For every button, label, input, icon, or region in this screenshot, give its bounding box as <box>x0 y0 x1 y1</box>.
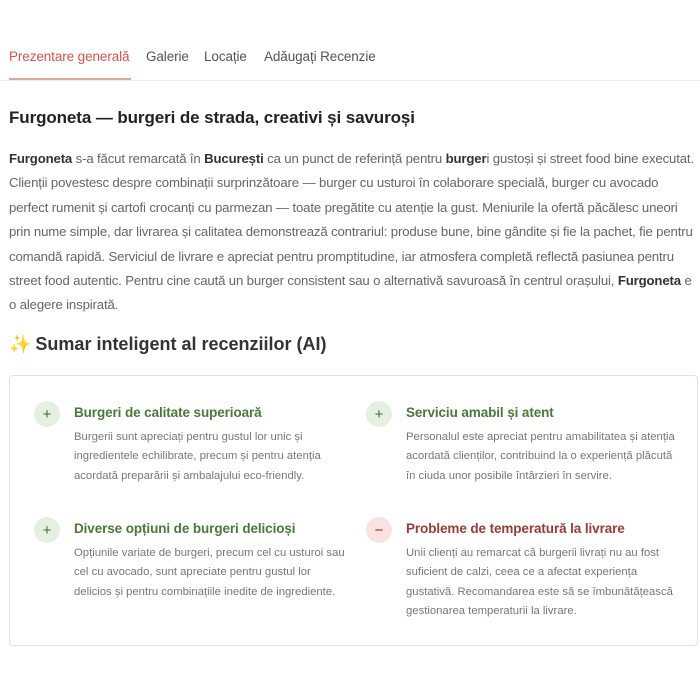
plus-icon: + <box>366 401 392 427</box>
ai-summary-card <box>9 375 698 646</box>
summary-item-title: Probleme de temperatură la livrare <box>406 521 625 536</box>
plus-icon: + <box>34 401 60 427</box>
tab-bar <box>0 0 700 81</box>
summary-item-text: Burgerii sunt apreciați pentru gustul lor unic și ingredientele echilibrate, precum și pentru atenția acordată preparării și ambalajului eco-friendly. <box>74 431 321 482</box>
summary-item-title: Burgeri de calitate superioară <box>74 405 262 420</box>
summary-item-text: Personalul este apreciat pentru amabilitatea și atenția acordată clienților, contribuind la o experiență plăcută în ciuda unor posibile întârzieri în servire. <box>406 431 675 482</box>
active-tab-indicator <box>9 78 131 80</box>
business-name: Furgoneta <box>9 151 73 166</box>
city-name: București <box>204 151 264 166</box>
plus-icon: + <box>34 517 60 543</box>
ai-summary-heading: ✨ Sumar inteligent al recenziilor (AI) <box>9 334 327 354</box>
tab-overview[interactable]: Prezentare generală <box>9 49 130 64</box>
summary-item-title: Serviciu amabil și atent <box>406 405 554 420</box>
summary-item-text: Unii clienți au remarcat că burgerii livrați nu au fost suficient de calzi, ceea ce a afectat experiența gustativă. Recomandarea este să se îmbunătățească gestionarea temperaturii la livrare. <box>406 547 673 618</box>
business-name: Furgoneta <box>617 273 681 289</box>
tab-add-review[interactable]: Adăugați Recenzie <box>264 49 376 64</box>
sparkles-icon: ✨ <box>9 334 32 354</box>
keyword: burger <box>445 151 487 166</box>
summary-item-text: Opțiunile variate de burgeri, precum cel cu usturoi sau cel cu avocado, sunt apreciate pentru gustul lor delicios și pentru combinațiile inedite de ingrediente. <box>74 547 345 598</box>
tab-gallery[interactable]: Galerie <box>146 49 189 64</box>
summary-item-title: Diverse opțiuni de burgeri delicioși <box>74 521 296 536</box>
minus-icon: − <box>366 517 392 543</box>
tab-location[interactable]: Locație <box>204 49 247 64</box>
page-title: Furgoneta — burgeri de strada, creativi și savuroși <box>9 108 415 127</box>
description: Furgoneta s-a făcut remarcată în București ca un punct de referință pentru burgeri gustoși și street food bine executat. Clienții povestesc despre combinații surprinzătoare — burger cu usturoi în colaborare specială, burger cu avocado perfect rumenit și cartofi crocanți cu parmezan — toate pregătite cu atenție la gust. Meniurile la ofertă păcălesc uneori prin nume simple, dar livrarea și calitatea demonstrează contrariul: produse bune, bine gândite și fie la pachet, fie pentru comandă rapidă. Serviciul de livrare e apreciat pentru promptitudine, iar atmosfera completă reflectă pasiunea pentru street food autentic. Pentru cine caută un burger consistent sau o alternativă savuroasă în centrul orașului, Furgoneta e o alegere inspirată. <box>9 151 694 313</box>
